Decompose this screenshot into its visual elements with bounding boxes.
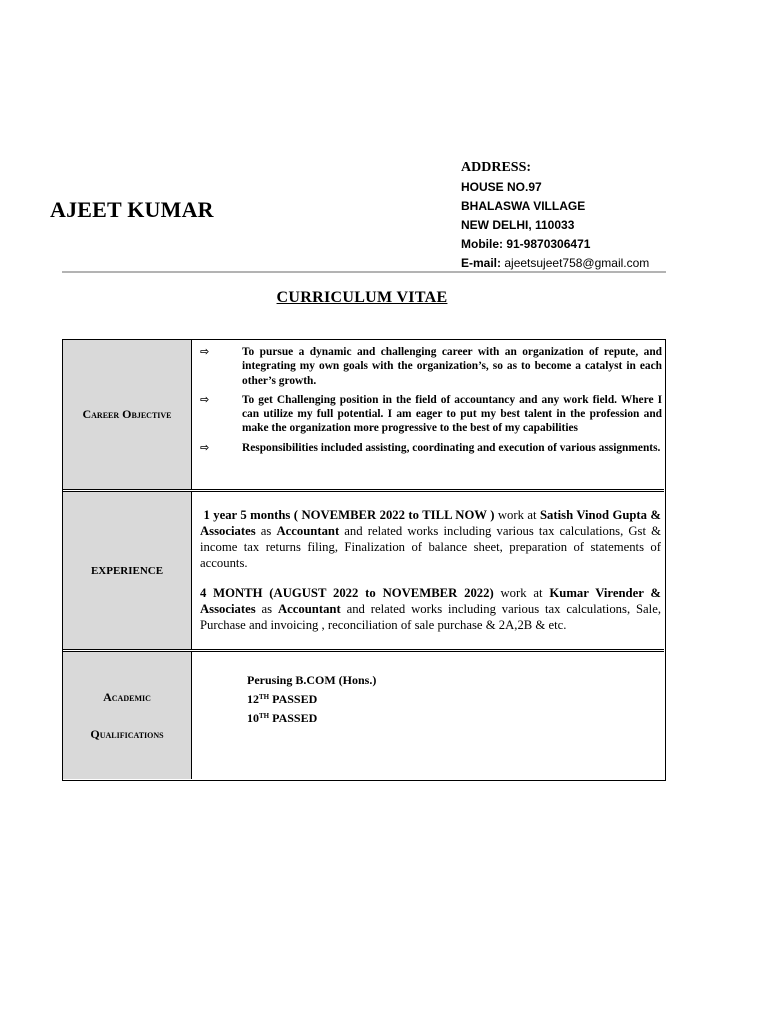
experience-role: Accountant <box>276 524 340 538</box>
career-objective-label <box>63 340 192 489</box>
address-city: NEW DELHI, 110033 <box>461 218 575 232</box>
career-objective-row <box>63 340 664 489</box>
address-mobile: Mobile: 91-9870306471 <box>461 237 591 251</box>
academic-item-number: 12 <box>247 692 259 706</box>
academic-label-line1: Academic <box>103 689 151 704</box>
academic-item-ordinal: TH <box>259 693 270 701</box>
cv-sections-table <box>62 339 666 781</box>
address-village: BHALASWA VILLAGE <box>461 199 586 213</box>
experience-entry <box>200 507 661 571</box>
academic-item-ordinal: TH <box>259 712 270 720</box>
email-line <box>461 254 649 272</box>
objective-text: Responsibilities included assisting, coordinating and execution of various assignments. <box>242 441 661 454</box>
objective-text: To get Challenging position in the field of accountancy and any work field. Where I can utilize my full potential. I am eager to put my best talent in the profession and make the organization more progressive to the best of my capabilities <box>242 393 662 435</box>
objective-text: To pursue a dynamic and challenging career with an organization of repute, and integrating my own goals with the organization’s, so as to become a catalyst in each other’s growth. <box>242 346 662 387</box>
arrow-right-icon: ⇨ <box>200 345 210 358</box>
academic-item-text: PASSED <box>269 692 318 706</box>
experience-work-at: work at <box>493 586 550 600</box>
experience-as: as <box>255 602 278 616</box>
address-house: HOUSE NO.97 <box>461 180 542 194</box>
candidate-name: AJEET KUMAR <box>50 197 214 222</box>
experience-company: Kumar Virender & Associates <box>200 586 661 616</box>
email-value: ajeetsujeet758@gmail.com <box>504 256 650 270</box>
academic-content <box>192 652 664 779</box>
experience-duration: 1 year 5 months ( NOVEMBER 2022 to TILL NOW ) <box>203 508 495 522</box>
academic-row <box>63 652 664 779</box>
document-title: CURRICULUM VITAE <box>276 289 448 306</box>
arrow-right-icon: ⇨ <box>200 440 210 454</box>
address-heading: ADDRESS: <box>461 160 532 175</box>
experience-label <box>63 492 192 649</box>
experience-duration: 4 MONTH (AUGUST 2022 to NOVEMBER 2022) <box>200 586 494 600</box>
list-item <box>200 345 662 388</box>
academic-label <box>63 652 192 779</box>
career-objective-content <box>192 340 664 489</box>
list-item <box>200 441 662 455</box>
career-objective-list <box>200 345 662 460</box>
experience-role: Accountant <box>277 602 341 616</box>
experience-label-text: EXPERIENCE <box>90 564 164 577</box>
experience-company: Satish Vinod Gupta & Associates <box>200 508 662 538</box>
academic-item <box>247 708 376 727</box>
list-item <box>200 393 662 436</box>
email-label: E-mail: <box>461 256 502 270</box>
experience-entry <box>200 585 661 633</box>
experience-text <box>200 507 661 647</box>
experience-work-at: work at <box>494 508 540 522</box>
experience-details: and related works including various tax calculations, Sale, Purchase and invoicing , reconciliation of sale purchase & 2A,2B & etc. <box>200 602 661 632</box>
academic-item <box>247 689 376 708</box>
academic-label-line2: Qualifications <box>90 726 164 741</box>
experience-as: as <box>255 524 277 538</box>
academic-list <box>247 672 376 727</box>
career-objective-label-text: Career Objective <box>82 407 172 421</box>
header-divider <box>62 271 666 273</box>
academic-item: Perusing B.COM (Hons.) <box>247 673 377 687</box>
academic-item-text: PASSED <box>269 711 318 725</box>
address-block <box>461 158 649 272</box>
experience-row <box>63 492 664 649</box>
experience-content <box>192 492 664 649</box>
arrow-right-icon: ⇨ <box>200 392 210 406</box>
academic-item-number: 10 <box>247 711 259 725</box>
experience-details: and related works including various tax calculations, Gst & income tax returns filing, Finalization of balance sheet, preparation of statements of accounts. <box>200 524 661 570</box>
